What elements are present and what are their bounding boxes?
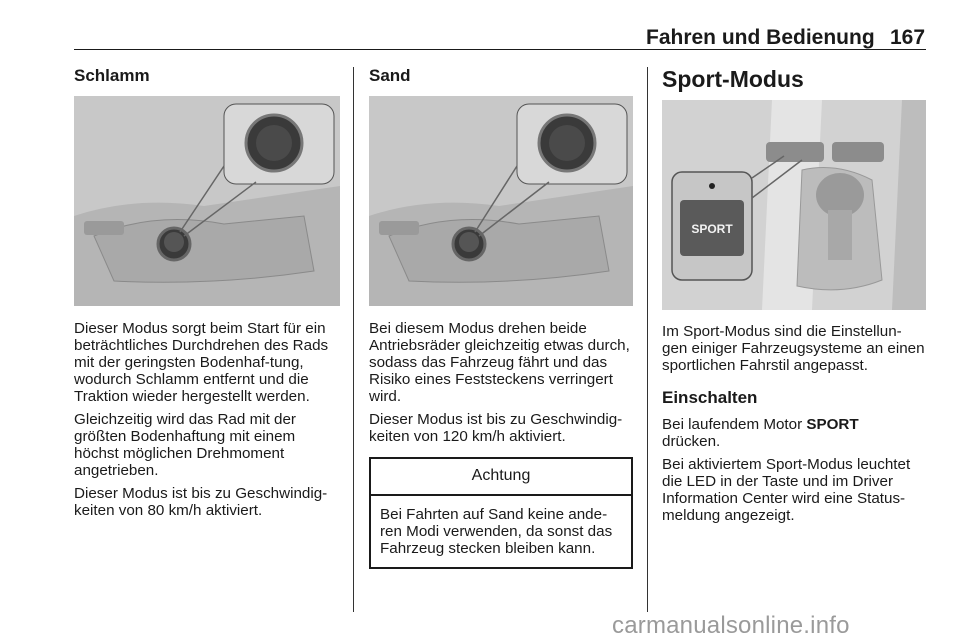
section-heading-sport: Sport-Modus <box>662 66 804 92</box>
column-divider-1 <box>353 67 354 612</box>
section-heading-schlamm: Schlamm <box>74 66 150 85</box>
schlamm-paragraph-1: Dieser Modus sorgt beim Start für ein beträchtliches Durchdrehen des Rads mit der geringsten Bodenhaf-tung, wodurch Schlamm entfernt und die Traktion wieder hergestellt werden. <box>74 320 329 405</box>
page-header-title: Fahren und Bedienung <box>646 26 875 49</box>
header-rule <box>74 49 926 50</box>
schlamm-paragraph-3: Dieser Modus ist bis zu Geschwindig-keiten von 80 km/h aktiviert. <box>74 485 328 519</box>
figure-sport-button <box>662 100 926 310</box>
schlamm-paragraph-2: Gleichzeitig wird das Rad mit der größten Bodenhaftung mit einem höchst möglichen Drehmoment angetrieben. <box>74 411 296 479</box>
column-sand <box>369 66 633 569</box>
sport-step <box>662 416 926 450</box>
figure-schlamm-knob <box>74 96 340 306</box>
sand-paragraph-2: Dieser Modus ist bis zu Geschwindig-keiten von 120 km/h aktiviert. <box>369 411 623 445</box>
sport-key-label: SPORT <box>806 416 859 433</box>
subheading-einschalten: Einschalten <box>662 388 758 407</box>
console-knob-illustration <box>369 96 633 306</box>
watermark: carmanualsonline.info <box>612 612 850 639</box>
section-heading-sand: Sand <box>369 66 411 85</box>
page-number: 167 <box>890 26 926 49</box>
figure-sand-knob <box>369 96 633 306</box>
console-knob-illustration <box>74 96 340 306</box>
sand-paragraph-1: Bei diesem Modus drehen beide Antriebsräder gleichzeitig etwas durch, sodass das Fahrzeug fährt und das Risiko eines Feststeckens verringert wird. <box>369 320 630 405</box>
sport-intro: Im Sport-Modus sind die Einstellun-gen einiger Fahrzeugsysteme an einen sportlichen Fahrstil angepasst. <box>662 323 925 374</box>
caution-text: Bei Fahrten auf Sand keine ande-ren Modi verwenden, da sonst das Fahrzeug stecken bleiben kann. <box>380 506 613 557</box>
sport-step-after: drücken. <box>662 433 721 450</box>
column-schlamm <box>74 66 340 519</box>
column-divider-2 <box>647 67 648 612</box>
sport-button-label: SPORT <box>691 222 733 236</box>
caution-title: Achtung <box>371 459 631 496</box>
caution-box <box>369 457 633 569</box>
sport-paragraph: Bei aktiviertem Sport-Modus leuchtet die LED in der Taste und im Driver Information Center wird eine Status-meldung angezeigt. <box>662 456 911 524</box>
sport-console-illustration <box>662 100 926 310</box>
column-sport <box>662 66 926 524</box>
sport-step-text: Bei laufendem Motor <box>662 416 807 433</box>
